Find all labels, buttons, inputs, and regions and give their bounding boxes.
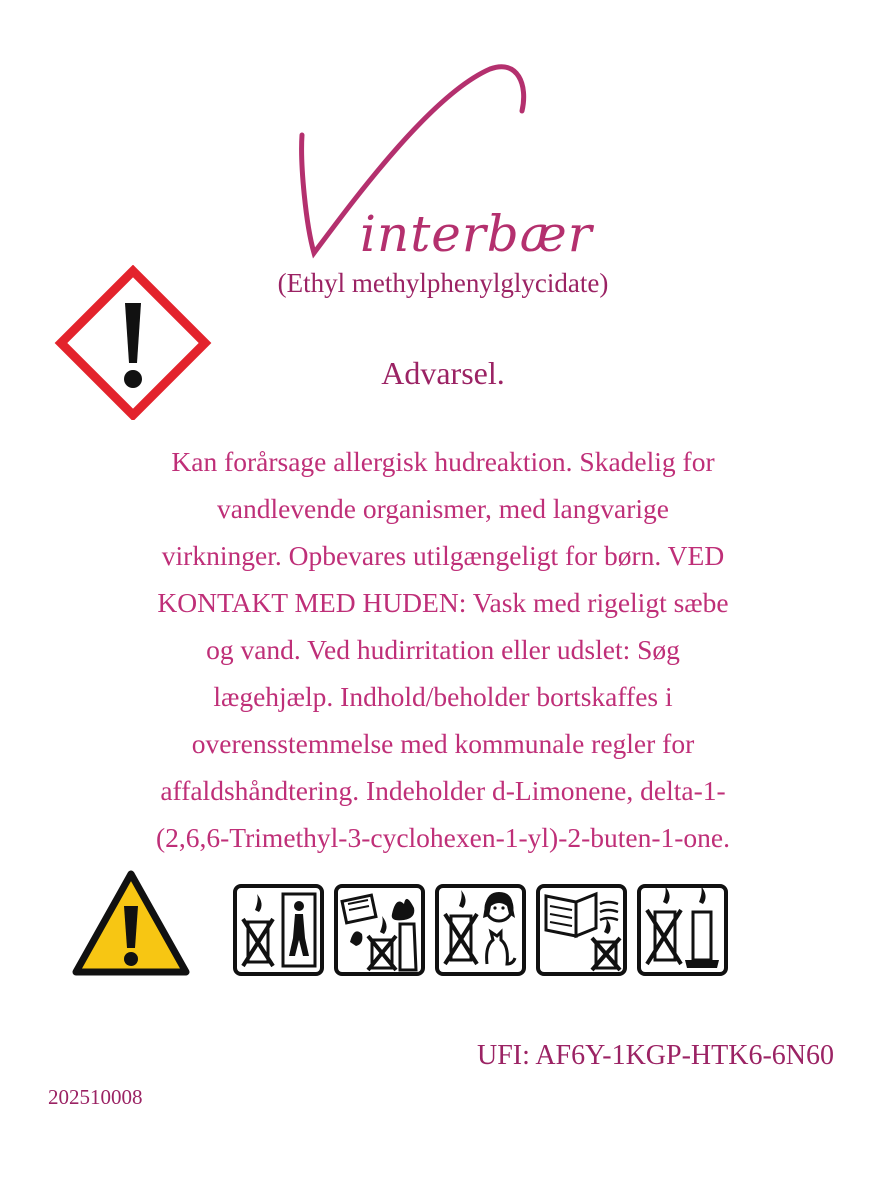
candle-children-pets-icon — [435, 884, 526, 976]
candle-spacing-icon — [637, 884, 728, 976]
candle-drafts-icon — [536, 884, 627, 976]
candle-safety-pictograms — [233, 884, 728, 978]
ufi-code: UFI: AF6Y-1KGP-HTK6-6N60 — [476, 1040, 834, 1071]
product-name: interbær — [360, 205, 593, 263]
yellow-warning-triangle-icon — [70, 868, 192, 980]
ghs07-exclamation-icon — [53, 265, 213, 420]
hazard-statements: Kan forårsage allergisk hudreaktion. Skadelig for vandlevende organismer, med langvarige virkninger. Opbevares utilgængeligt for børn. VED KONTAKT MED HUDEN: Vask med rigeligt sæbe og vand. Ved hudirritation eller udslet: Søg lægehjælp. Indhold/beholder bortskaffes i overensstemmelse med kommunale regler for affaldshåndtering. Indeholder d-Limonene, delta-1- (2,6,6-Trimethyl-3-cyclohexen-1-yl)-2-buten-1-one. — [155, 446, 731, 853]
candle-flammable-icon — [334, 884, 425, 976]
candle-unattended-icon — [233, 884, 324, 976]
lot-number: 202510008 — [48, 1085, 143, 1109]
signal-word: Advarsel. — [381, 355, 505, 391]
chemical-name: (Ethyl methylphenylglycidate) — [277, 268, 609, 298]
product-title — [290, 55, 610, 265]
